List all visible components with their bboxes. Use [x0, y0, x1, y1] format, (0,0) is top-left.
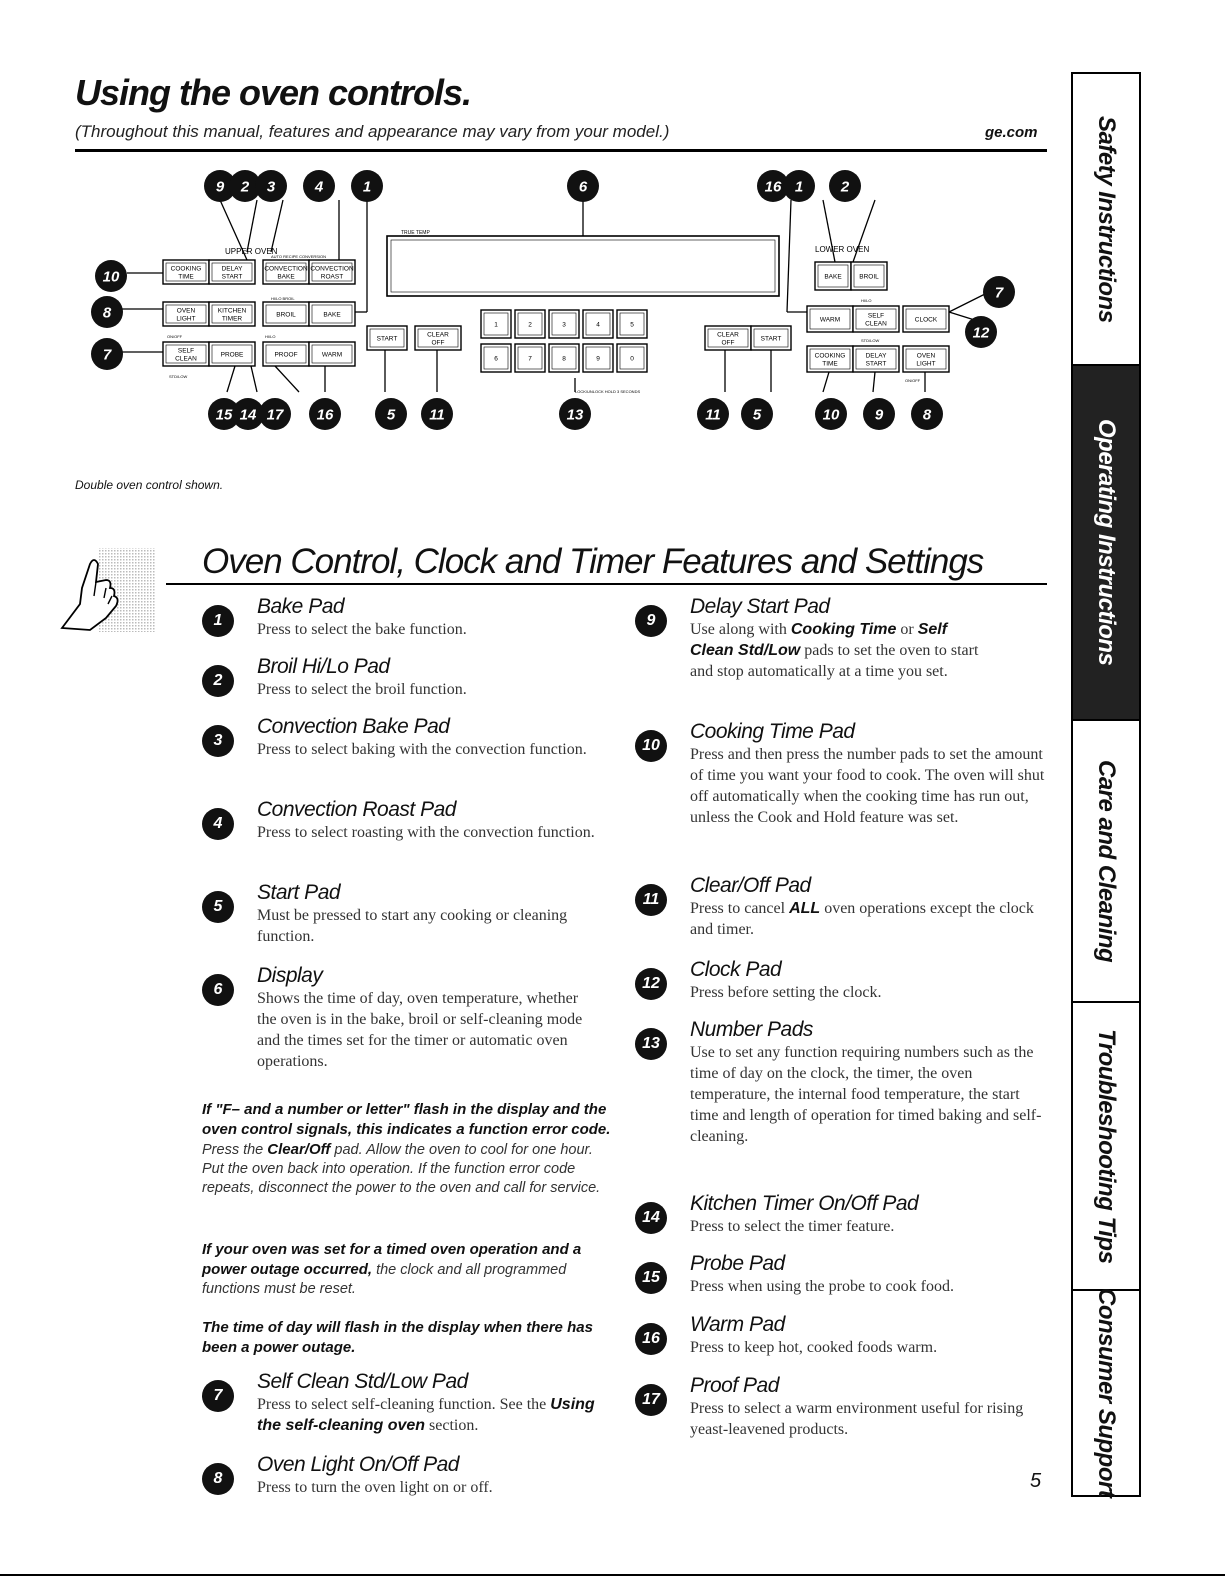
feature-name: Kitchen Timer On/Off Pad [690, 1192, 919, 1215]
feature-clear-off-pad [642, 874, 1050, 940]
callout-number: 11 [429, 406, 445, 424]
callout-badge: 8 [202, 1463, 234, 1495]
pad-label: BROIL [276, 311, 296, 319]
feature-start-pad [213, 881, 587, 947]
callout-badge: 13 [635, 1028, 667, 1060]
pad-label: WARM [321, 351, 343, 359]
side-tab-bar [1071, 72, 1141, 1497]
pad-label: 7 [528, 355, 532, 363]
callout-number: 11 [705, 406, 721, 424]
callout-badge [697, 398, 729, 430]
feature-desc: Shows the time of day, oven temperature, whether the oven is in the bake, broil or self-cleaning mode and the times set for the timer or automatic oven operations. [257, 990, 583, 1070]
leader-line [227, 366, 235, 392]
section-title: Oven Control, Clock and Timer Features and Settings [202, 542, 984, 581]
number-pad-3[interactable] [549, 310, 579, 338]
pad-label: 9 [596, 355, 600, 363]
section-rule [166, 583, 1047, 585]
number-pad-6[interactable] [481, 344, 511, 372]
feature-desc: Press to select the broil function. [257, 681, 467, 698]
warning-error-code: If "F– and a number or letter" flash in the display and the oven control signals, this indicates a function error code. Press the Clear/Off pad. Allow the oven to cool for one hour. Put the oven back into operation. If the function error code repeats, disconnect the power to the oven and call for service. [202, 1101, 611, 1196]
pad-label: 2 [528, 321, 532, 329]
auto-recipe-label: AUTO RECIPE CONVERSION [271, 254, 327, 259]
upper-oven-label: UPPER OVEN [225, 247, 278, 256]
leader-line [787, 200, 791, 312]
callout-badge [259, 398, 291, 430]
pad-label: CONVECTION [310, 265, 354, 273]
feature-desc: Press to select roasting with the convection function. [257, 824, 595, 841]
header-rule [75, 149, 1047, 152]
hand-pointer-icon [60, 544, 160, 636]
feature-number-pads [642, 1018, 1045, 1147]
feature-self-clean-pad [213, 1370, 597, 1436]
callout-number: 7 [102, 346, 112, 364]
pad-label: 8 [562, 355, 566, 363]
pad-label: OFF [431, 339, 445, 347]
hi-lo-broil-label: HI/LO BROIL [271, 296, 295, 301]
pad-label: CONVECTION [264, 265, 308, 273]
pad-label: START [376, 335, 398, 343]
pad-label: PROOF [274, 351, 298, 359]
callout-number: 14 [239, 406, 257, 424]
pad-label: LIGHT [176, 315, 196, 323]
callout-number: 1 [794, 178, 804, 196]
number-pad-9[interactable] [583, 344, 613, 372]
pad-label: START [221, 273, 243, 281]
feature-display [213, 964, 592, 1072]
callout-number: 9 [215, 178, 225, 196]
pad-label: CLEAR [427, 331, 449, 339]
pad-label: DELAY [221, 265, 243, 273]
feature-desc: Press to select a warm environment useful for rising yeast-leavened products. [690, 1400, 1024, 1438]
pad-label: OFF [721, 339, 735, 347]
feature-desc: Press to select self-cleaning function. See the Using the self-cleaning oven section. [257, 1396, 595, 1434]
callout-badge [863, 398, 895, 430]
pad-label: COOKING [814, 352, 846, 360]
side-tab-consumer[interactable]: Consumer Support [1093, 1288, 1120, 1498]
clock-pad[interactable] [903, 306, 949, 332]
callout-badge: 10 [635, 730, 667, 762]
page-subtitle: (Throughout this manual, features and appearance may vary from your model.) [75, 122, 670, 141]
callout-number: 16 [316, 406, 334, 424]
feature-desc: Use to set any function requiring numbers such as the time of day on the clock, the timer, the oven temperature, the internal food temperature, the start time and length of operation for timed baking and self-cleaning. [690, 1044, 1042, 1145]
leader-line [873, 372, 875, 392]
pad-label: CLEAN [175, 355, 197, 363]
feature-name: Cooking Time Pad [690, 720, 855, 743]
feature-name: Broil Hi/Lo Pad [257, 655, 390, 678]
callout-badge [375, 398, 407, 430]
callout-badge [567, 170, 599, 202]
on-off-right-label: ON/OFF [905, 378, 921, 383]
leader-line [275, 366, 299, 392]
number-pad-7[interactable] [515, 344, 545, 372]
lower-oven-label: LOWER OVEN [815, 245, 870, 254]
feature-delay-start-pad [646, 595, 990, 682]
callout-badge [91, 338, 123, 370]
pad-label: 5 [630, 321, 634, 329]
callout-badge [815, 398, 847, 430]
feature-warm-pad [642, 1313, 1050, 1358]
callout-number: 16 [764, 178, 782, 196]
on-off-label: ON/OFF [167, 334, 183, 339]
feature-desc: Press before setting the clock. [690, 984, 882, 1001]
std-low-right-label: STD/LOW [861, 338, 880, 343]
callout-number: 2 [840, 178, 850, 196]
number-pad-0[interactable] [617, 344, 647, 372]
feature-desc: Press to select baking with the convection function. [257, 741, 587, 758]
number-pad-2[interactable] [515, 310, 545, 338]
callout-badge: 6 [202, 974, 234, 1006]
pad-label: KITCHEN [217, 307, 247, 315]
pad-label: CLOCK [914, 316, 938, 324]
feature-name: Warm Pad [690, 1313, 785, 1336]
bake-pad-upper[interactable] [309, 302, 355, 326]
feature-name: Convection Bake Pad [257, 715, 450, 738]
feature-name: Convection Roast Pad [257, 798, 456, 821]
feature-probe-pad [642, 1252, 1050, 1297]
callout-badge: 7 [202, 1380, 234, 1412]
warm-pad-upper[interactable] [309, 342, 355, 366]
convection-roast-pad[interactable] [309, 260, 355, 284]
callout-badge [741, 398, 773, 430]
site-url: ge.com [985, 124, 1038, 141]
pad-label: DELAY [865, 352, 887, 360]
pad-label: CLEAR [717, 331, 739, 339]
hi-lo-right-label: HI/LO [861, 298, 872, 303]
feature-desc: Press to cancel ALL oven operations except the clock and timer. [690, 900, 1034, 938]
clear-off-pad-upper[interactable] [415, 326, 461, 350]
feature-proof-pad [642, 1374, 1045, 1440]
callout-badge: 16 [635, 1323, 667, 1355]
kitchen-timer-pad[interactable] [209, 302, 255, 326]
pad-label: START [865, 360, 887, 368]
pad-label: 4 [596, 321, 600, 329]
pad-label: BAKE [824, 273, 842, 281]
pad-label: TIME [822, 360, 838, 368]
pad-label: OVEN [176, 307, 196, 315]
callout-badge [783, 170, 815, 202]
feature-desc: Press to select the bake function. [257, 621, 467, 638]
callout-badge [303, 170, 335, 202]
side-tab-safety[interactable]: Safety Instructions [1093, 115, 1120, 323]
callout-number: 13 [566, 406, 584, 424]
warm-pad-lower[interactable] [807, 306, 853, 332]
pad-label: TIME [178, 273, 194, 281]
self-clean-pad-upper[interactable] [163, 342, 209, 366]
oven-light-pad-upper[interactable] [163, 302, 209, 326]
leader-line [823, 372, 829, 392]
page-title: Using the oven controls. [75, 72, 472, 113]
feature-oven-light-pad [213, 1453, 657, 1498]
callout-badge: 12 [635, 968, 667, 1000]
feature-desc: Press when using the probe to cook food. [690, 1278, 954, 1295]
feature-name: Self Clean Std/Low Pad [257, 1370, 468, 1393]
callout-number: 8 [922, 406, 932, 424]
number-pad-8[interactable] [549, 344, 579, 372]
feature-desc: Press to keep hot, cooked foods warm. [690, 1339, 938, 1356]
pad-label: 0 [630, 355, 634, 363]
control-panel-diagram [75, 162, 1047, 492]
callout-number: 6 [578, 178, 588, 196]
start-pad-lower[interactable] [751, 326, 791, 350]
callout-badge [95, 260, 127, 292]
leader-line [271, 200, 283, 252]
callout-badge [421, 398, 453, 430]
pad-label: 6 [494, 355, 498, 363]
feature-desc: Use along with Cooking Time or Self Clean Std/Low pads to set the oven to start and stop automatically at a time you set. [690, 621, 979, 680]
pad-label: 3 [562, 321, 566, 329]
self-clean-pad-lower[interactable] [853, 306, 899, 332]
feature-name: Start Pad [257, 881, 341, 904]
number-pad-1[interactable] [481, 310, 511, 338]
feature-desc: Must be pressed to start any cooking or cleaning function. [257, 907, 568, 945]
feature-desc: Press and then press the number pads to set the amount of time you want your food to cook. The oven will shut off automatically when the cooking time has run out, unless the Cook and Hold feature was set. [690, 746, 1045, 826]
feature-name: Oven Light On/Off Pad [257, 1453, 459, 1476]
convection-bake-pad[interactable] [263, 260, 309, 284]
callout-number: 1 [362, 178, 372, 196]
warning-time-flash: The time of day will flash in the display when there has been a power outage. [202, 1319, 593, 1356]
callout-number: 17 [266, 406, 284, 424]
callout-badge [309, 398, 341, 430]
lock-controls-label: LOCK/UNLOCK HOLD 3 SECONDS [575, 389, 641, 394]
bake-pad-lower[interactable] [815, 262, 851, 290]
delay-start-pad-lower[interactable] [853, 346, 899, 372]
pad-label: LIGHT [916, 360, 936, 368]
pad-label: TIMER [221, 315, 243, 323]
proof-pad[interactable] [263, 342, 309, 366]
warning-power-outage: If your oven was set for a timed oven operation and a power outage occurred, the clock and all programmed functions must be reset. [202, 1241, 582, 1297]
pad-label: BAKE [323, 311, 341, 319]
callout-number: 5 [386, 406, 396, 424]
pad-label: BROIL [859, 273, 879, 281]
feature-name: Clear/Off Pad [690, 874, 811, 897]
feature-name: Number Pads [690, 1018, 813, 1041]
pad-label: WARM [819, 316, 841, 324]
bottom-rule [0, 1574, 1225, 1576]
cooking-time-pad-lower[interactable] [807, 346, 853, 372]
callout-number: 3 [266, 178, 276, 196]
feature-convection-roast-pad [213, 798, 617, 843]
true-temp-label: TRUE TEMP [401, 230, 430, 236]
callout-number: 9 [874, 406, 884, 424]
feature-name: Delay Start Pad [690, 595, 830, 618]
callout-number: 8 [102, 304, 112, 322]
feature-broil-pad [213, 655, 657, 700]
callout-badge: 1 [202, 605, 234, 637]
pad-label: BAKE [277, 273, 295, 281]
diagram-caption: Double oven control shown. [75, 478, 224, 492]
callout-number: 10 [102, 268, 120, 286]
callout-badge: 14 [635, 1202, 667, 1234]
pad-label: PROBE [220, 351, 244, 359]
leader-line [251, 366, 257, 392]
feature-desc: Press to turn the oven light on or off. [257, 1479, 493, 1496]
probe-pad[interactable] [209, 342, 255, 366]
pad-label: COOKING [170, 265, 202, 273]
callout-badge [829, 170, 861, 202]
callout-number: 2 [240, 178, 250, 196]
page-number: 5 [1030, 1470, 1042, 1492]
std-low-label: STD/LOW [169, 374, 188, 379]
side-tab-operating[interactable]: Operating Instructions [1073, 366, 1139, 719]
callout-badge [351, 170, 383, 202]
feature-cooking-time-pad [642, 720, 1045, 828]
callout-number: 15 [215, 406, 233, 424]
oven-light-pad-lower[interactable] [903, 346, 949, 372]
callout-number: 7 [994, 284, 1004, 302]
callout-badge [255, 170, 287, 202]
feature-clock-pad [642, 958, 1050, 1003]
callout-badge: 4 [202, 808, 234, 840]
feature-name: Display [257, 964, 323, 987]
delay-start-pad-upper[interactable] [209, 260, 255, 284]
feature-convection-bake-pad [213, 715, 607, 760]
callout-number: 5 [752, 406, 762, 424]
callout-badge [983, 276, 1015, 308]
feature-name: Bake Pad [257, 595, 345, 618]
callout-badge: 9 [635, 605, 667, 637]
pad-label: 1 [494, 321, 498, 329]
callout-badge: 15 [635, 1262, 667, 1294]
pad-label: START [760, 335, 782, 343]
callout-badge [559, 398, 591, 430]
callout-badge: 2 [202, 665, 234, 697]
number-pad-5[interactable] [617, 310, 647, 338]
cooking-time-pad-upper[interactable] [163, 260, 209, 284]
callout-badge: 17 [635, 1384, 667, 1416]
feature-desc: Press to select the timer feature. [690, 1218, 895, 1235]
side-tab-troubleshooting[interactable]: Troubleshooting Tips [1093, 1028, 1120, 1264]
number-pad-4[interactable] [583, 310, 613, 338]
clear-off-pad-lower[interactable] [705, 326, 751, 350]
feature-bake-pad [213, 595, 657, 640]
callout-badge [965, 316, 997, 348]
callout-badge: 3 [202, 725, 234, 757]
oven-display [387, 236, 779, 296]
pad-label: CLEAN [865, 320, 887, 328]
callout-number: 12 [972, 324, 990, 342]
feature-name: Proof Pad [690, 1374, 779, 1397]
callout-badge: 11 [635, 884, 667, 916]
hi-lo-label: HI/LO [265, 334, 276, 339]
leader-line [247, 200, 257, 252]
feature-name: Clock Pad [690, 958, 782, 981]
feature-name: Probe Pad [690, 1252, 785, 1275]
start-pad-upper[interactable] [367, 326, 407, 350]
side-tab-care[interactable]: Care and Cleaning [1093, 759, 1120, 963]
callout-number: 4 [314, 178, 324, 196]
callout-badge [91, 296, 123, 328]
callout-badge [911, 398, 943, 430]
pad-label: SELF [867, 312, 885, 320]
pad-label: OVEN [916, 352, 936, 360]
feature-kitchen-timer-pad [642, 1192, 1050, 1237]
pad-label: ROAST [320, 273, 344, 281]
pad-label: SELF [177, 347, 195, 355]
callout-badge: 5 [202, 891, 234, 923]
callout-number: 10 [822, 406, 840, 424]
broil-pad-upper[interactable] [263, 302, 309, 326]
broil-pad-lower[interactable] [851, 262, 887, 290]
